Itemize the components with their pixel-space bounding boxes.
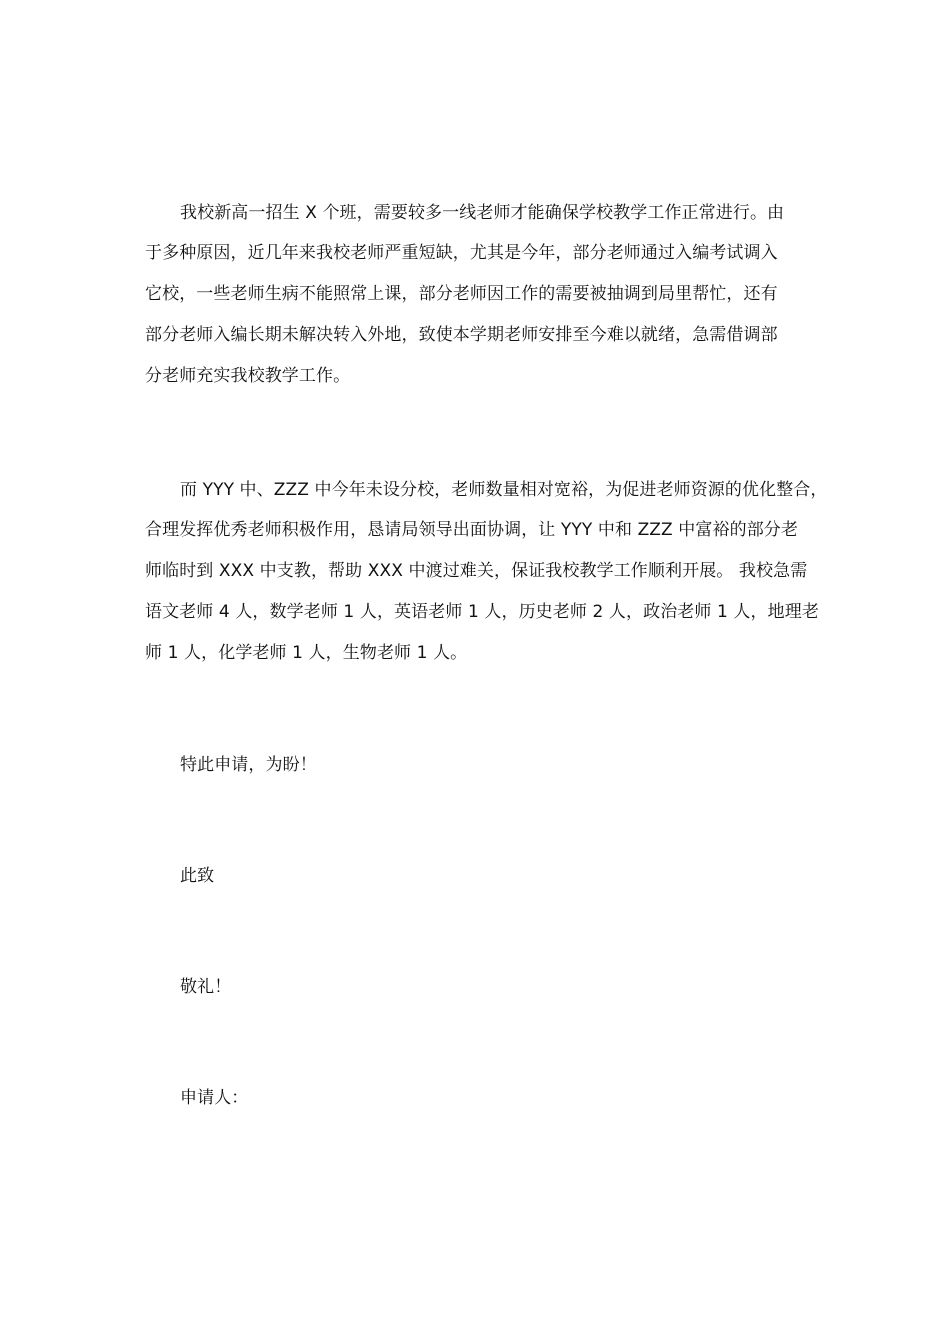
paragraph-1-line-2: 于多种原因，近几年来我校老师严重短缺，尤其是今年，部分老师通过入编考试调入 bbox=[145, 243, 778, 263]
closing-line-2: 敬礼！ bbox=[180, 977, 232, 997]
paragraph-2-line-1: 而 YYY 中、ZZZ 中今年未设分校，老师数量相对宽裕，为促进老师资源的优化整合， bbox=[180, 480, 828, 500]
paragraph-2-line-5: 师 1 人，化学老师 1 人，生物老师 1 人。 bbox=[145, 643, 468, 663]
paragraph-2-line-2: 合理发挥优秀老师积极作用，恳请局领导出面协调，让 YYY 中和 ZZZ 中富裕的部分老 bbox=[145, 520, 799, 540]
paragraph-2-line-3: 师临时到 XXX 中支教，帮助 XXX 中渡过难关，保证我校教学工作顺利开展。 我校急需 bbox=[145, 561, 808, 581]
closing-line-1: 此致 bbox=[180, 866, 215, 886]
applicant-label: 申请人： bbox=[180, 1088, 249, 1108]
paragraph-1-line-1: 我校新高一招生 X 个班，需要较多一线老师才能确保学校教学工作正常进行。由 bbox=[180, 203, 785, 223]
paragraph-1-line-3: 它校，一些老师生病不能照常上课，部分老师因工作的需要被抽调到局里帮忙，还有 bbox=[145, 284, 778, 304]
paragraph-1-line-4: 部分老师入编长期未解决转入外地，致使本学期老师安排至今难以就绪，急需借调部 bbox=[145, 325, 778, 345]
paragraph-2-line-4: 语文老师 4 人，数学老师 1 人，英语老师 1 人，历史老师 2 人，政治老师 1 人，地理老 bbox=[145, 602, 819, 622]
paragraph-1-line-5: 分老师充实我校教学工作。 bbox=[145, 366, 351, 386]
request-line: 特此申请，为盼！ bbox=[180, 755, 317, 775]
